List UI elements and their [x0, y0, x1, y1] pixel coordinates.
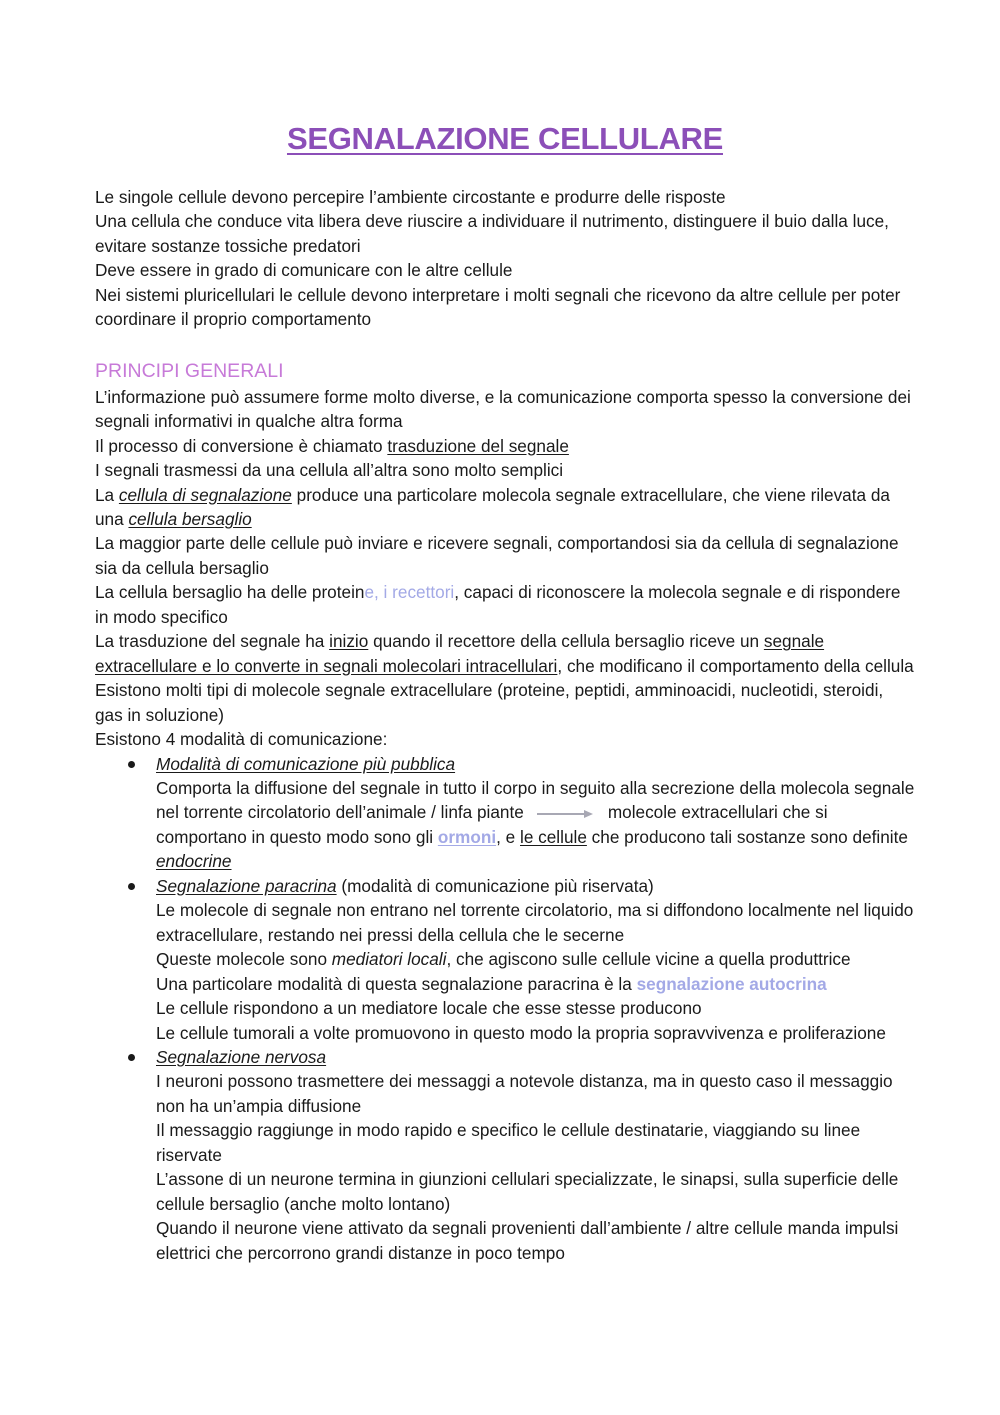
list-item-heading — [156, 752, 915, 776]
paragraph: La maggior parte delle cellule può inviare e ricevere segnali, comportandosi sia da cellula di segnalazione sia da cellula bersaglio — [95, 533, 899, 578]
term-ormoni: ormoni — [437, 826, 497, 847]
bullet-icon — [128, 761, 135, 768]
text: La cellula bersaglio ha delle protein — [95, 582, 365, 603]
list-item-text: Le cellule tumorali a volte promuovono in questo modo la propria sopravvivenza e proliferazione — [156, 1022, 886, 1043]
list-item-text: Le molecole di segnale non entrano nel torrente circolatorio, ma si diffondono localmente nel liquido extracellulare, restando nei pressi della cellula che le secerne — [156, 900, 914, 945]
intro-line: Le singole cellule devono percepire l’ambiente circostante e produrre delle risposte — [95, 187, 726, 207]
term-cellula-bersaglio: cellula bersaglio — [128, 508, 252, 529]
principi-section — [95, 385, 915, 752]
list-item-nervosa — [95, 1045, 915, 1265]
text: , che modificano il comportamento della cellula — [557, 655, 914, 676]
text: Queste molecole sono — [156, 949, 332, 970]
text: Una particolare modalità di questa segnalazione paracrina è la — [156, 973, 637, 994]
paragraph: Esistono molti tipi di molecole segnale extracellulare (proteine, peptidi, amminoacidi, nucleotidi, steroidi, gas in soluzione) — [95, 680, 884, 725]
list-item-text — [156, 947, 915, 971]
text: La — [95, 484, 119, 505]
text: , che agiscono sulle cellule vicine a quella produttrice — [446, 949, 851, 970]
paragraph — [95, 483, 915, 532]
list-item-heading — [156, 874, 915, 898]
term-trasduzione: trasduzione del segnale — [387, 435, 569, 456]
list-item-endocrina — [95, 752, 915, 874]
intro-line: Una cellula che conduce vita libera deve riuscire a individuare il nutrimento, distinguere il buio dalla luce, evitare sostanze tossiche predatori — [95, 211, 889, 256]
modalita-list — [95, 752, 915, 1266]
bullet-icon — [128, 1054, 135, 1061]
intro-section — [95, 185, 915, 332]
text: Segnalazione nervosa — [156, 1046, 327, 1067]
paragraph: L’informazione può assumere forme molto diverse, e la comunicazione comporta spesso la conversione dei segnali informativi in qualche altra forma — [95, 386, 911, 432]
text: Segnalazione paracrina — [156, 875, 337, 896]
list-item-text — [156, 972, 915, 996]
page-title-text: SEGNALAZIONE CELLULARE — [286, 121, 723, 156]
section-heading-principi: PRINCIPI GENERALI — [95, 359, 284, 382]
list-item-text: L’assone di un neurone termina in giunzioni cellulari specializzate, le sinapsi, sulla superficie delle cellule bersaglio (anche molto lontano) — [156, 1169, 899, 1214]
list-item-text: Il messaggio raggiunge in modo rapido e specifico le cellule destinatarie, viaggiando su linee riservate — [156, 1120, 861, 1165]
text: (modalità di comunicazione più riservata) — [336, 875, 654, 896]
term-segnalazione-autocrina: segnalazione autocrina — [636, 973, 827, 994]
text: quando il recettore della cellula bersaglio riceve un — [368, 631, 764, 652]
list-item-heading — [156, 1045, 915, 1069]
list-item-paracrina — [95, 874, 915, 1045]
paragraph — [95, 629, 915, 678]
paragraph: I segnali trasmessi da una cellula all’altra sono molto semplici — [95, 460, 564, 481]
text: Modalità di comunicazione più pubblica — [156, 753, 456, 774]
term-recettori: e, i recettori — [364, 582, 455, 603]
text: produce una particolare molecola segnale extracellulare, che viene rilevata da una — [95, 484, 890, 529]
intro-line: Nei sistemi pluricellulari le cellule devono interpretare i molti segnali che ricevono da altre cellule per poter coordinare il proprio comportamento — [95, 284, 901, 330]
list-item-text — [156, 776, 915, 874]
term-le-cellule: le cellule — [520, 826, 587, 847]
list-item-text: I neuroni possono trasmettere dei messaggi a notevole distanza, ma in questo caso il messaggio non ha un’ampia diffusione — [156, 1071, 893, 1116]
document-page — [95, 118, 915, 1265]
page-title — [95, 118, 915, 160]
list-item-text: Quando il neurone viene attivato da segnali provenienti dall’ambiente / altre cellule manda impulsi elettrici che percorrono grandi distanze in poco tempo — [156, 1218, 899, 1263]
paragraph — [95, 580, 915, 629]
text: Comporta la diffusione del segnale in tutto il corpo in seguito alla secrezione della molecola segnale nel torrente circolatorio dell’animale / linfa piante — [156, 777, 915, 823]
term-endocrine: endocrine — [156, 851, 232, 872]
term-inizio: inizio — [329, 631, 369, 652]
text: La trasduzione del segnale ha — [95, 631, 330, 652]
term-mediatori-locali: mediatori locali — [331, 949, 447, 970]
text: , e — [496, 826, 520, 847]
paragraph — [95, 434, 915, 458]
bullet-icon — [128, 883, 135, 890]
list-item-text: Le cellule rispondono a un mediatore locale che esse stesse producono — [156, 998, 702, 1019]
text: Il processo di conversione è chiamato — [95, 435, 388, 456]
intro-line: Deve essere in grado di comunicare con le altre cellule — [95, 260, 513, 281]
text: che producono tali sostanze sono definite — [586, 826, 908, 847]
term-cellula-segnalazione: cellula di segnalazione — [118, 484, 292, 505]
text: , capaci di riconoscere la molecola segnale e di rispondere in modo specifico — [95, 582, 901, 627]
arrow-right-icon — [536, 809, 594, 819]
paragraph: Esistono 4 modalità di comunicazione: — [95, 729, 388, 750]
term-segnale-extracellulare: segnale extracellulare e lo converte in segnali molecolari intracellulari — [95, 631, 825, 676]
text: molecole extracellulari che si comportano in questo modo sono gli — [156, 802, 828, 847]
